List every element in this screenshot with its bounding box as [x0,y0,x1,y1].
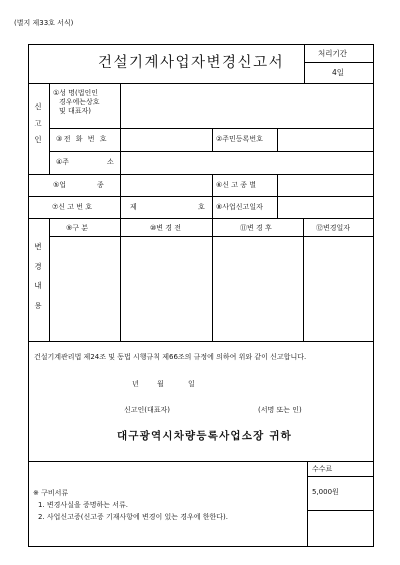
fee-value: 5,000원 [312,488,339,496]
name-label-3: 및 대표자) [59,107,92,115]
processing-label: 처리기간 [318,49,347,58]
documents-header: ※ 구비서류 [33,489,69,497]
processing-divider [304,62,374,63]
documents-item: 2. 사업신고증(신고증 기재사항에 변경이 있는 경우에 한한다). [38,513,229,521]
changes-header-date: ⑫변경일자 [316,224,351,232]
report-number-prefix: 제 [130,203,137,211]
business-report-date-label: ⑧사업신고일자 [216,203,263,211]
documents-item: 1. 변경사실을 증명하는 서류. [38,501,128,509]
address-label-num: ④주 [56,158,70,166]
business-report-date-field[interactable] [278,197,373,217]
name-label-2: 경우에는상호 [59,98,100,106]
bottom-section-top [28,461,374,462]
changes-header-after: ⑪변 경 후 [240,224,272,232]
frame-bottom [28,546,374,547]
recipient-office: 대구광역시차량등록사업소장 귀하 [117,430,292,442]
processing-value: 4일 [332,68,345,77]
signature-note: (서명 또는 인) [258,406,302,414]
report-type-field[interactable] [278,175,373,195]
frame-right [373,44,374,547]
resident-number-label: ②주민등록번호 [216,135,263,143]
frame-left [28,44,29,547]
date-month-label: 월 [157,380,164,388]
changes-after-field[interactable] [213,237,302,340]
name-label-1: ①성 명(법인인 [53,89,99,97]
business-type-label-rest: 종 [97,181,104,189]
report-number-field[interactable] [140,197,195,217]
changes-before-field[interactable] [121,237,211,340]
changes-header-before: ⑩변 경 전 [150,224,182,232]
name-field[interactable] [121,84,373,128]
frame-top [28,44,374,45]
changes-section-bottom [28,341,374,342]
date-year-label: 년 [132,380,139,388]
phone-field[interactable] [121,129,211,150]
changes-date-field[interactable] [304,237,373,340]
fee-divider [307,461,308,546]
fee-label: 수수료 [312,465,333,473]
form-title: 건설기계사업자변경신고서 [98,55,285,71]
date-day-label: 일 [188,380,195,388]
address-field[interactable] [121,152,373,173]
changes-category-field[interactable] [50,237,119,340]
report-number-suffix: 호 [198,203,205,211]
phone-label: ③전 화 번 호 [56,135,108,143]
fee-label-bottom [307,476,374,477]
address-label-rest: 소 [107,158,114,166]
signer-label: 신고인(대표자) [124,406,171,414]
reporter-section-label: 신 고 인 [34,102,42,144]
business-row-2-bottom [28,218,374,219]
phone-resident-divider [212,128,213,151]
business-type-field[interactable] [121,175,211,195]
fee-value-bottom [307,510,374,511]
form-label: (별지 제33호 서식) [14,19,74,27]
resident-number-field[interactable] [278,129,373,150]
report-type-label: ⑥신 고 종 별 [216,181,256,189]
declaration-text: 건설기계관리법 제24조 및 동법 시행규칙 제66조의 규정에 의하여 위와 같이 신고합니다. [34,353,307,361]
title-divider [304,44,305,83]
business-type-label-num: ⑤업 [53,181,67,189]
changes-section-label: 변 경 내 용 [34,242,42,310]
report-number-label: ⑦신 고 번 호 [52,203,92,211]
changes-header-category: ⑨구 분 [66,224,89,232]
signature-field[interactable] [190,402,252,418]
